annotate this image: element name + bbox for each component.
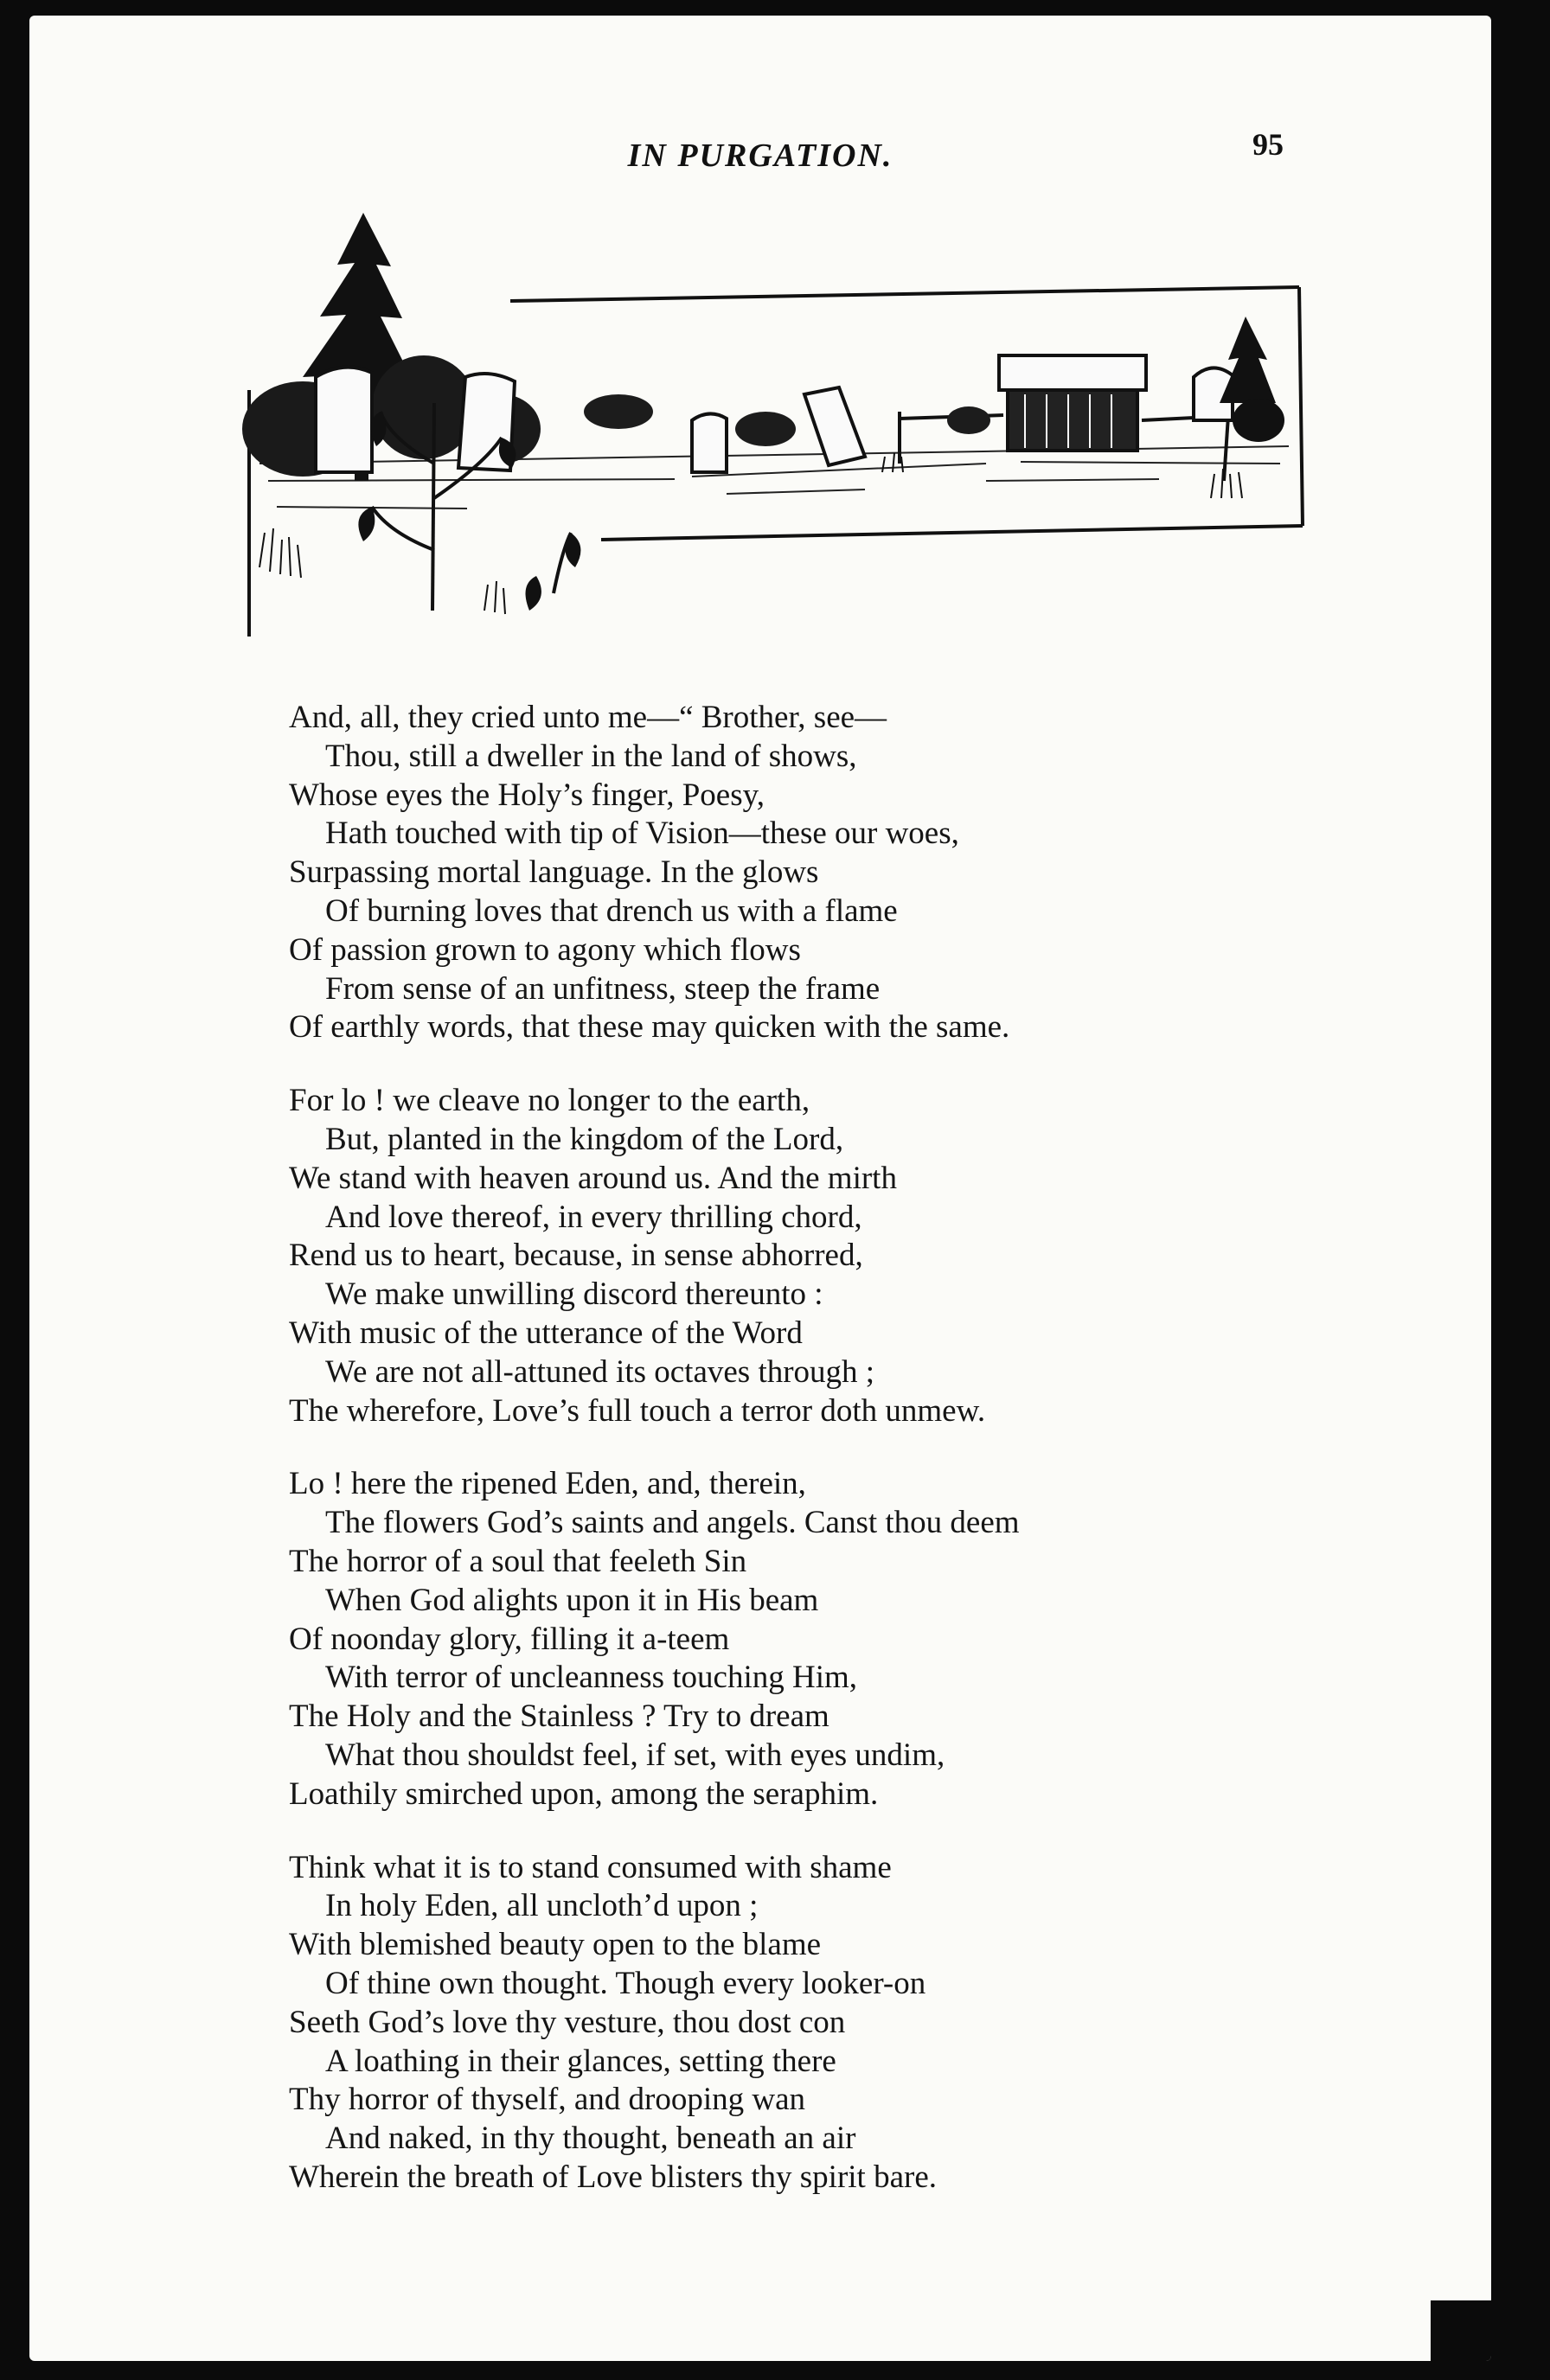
poem-line: We make unwilling discord thereunto : <box>325 1276 823 1313</box>
poem-line: But, planted in the kingdom of the Lord, <box>325 1121 844 1157</box>
poem-line: Thou, still a dweller in the land of shows, <box>325 738 857 774</box>
poem-line: When God alights upon it in His beam <box>325 1582 819 1618</box>
poem-line: Loathily smirched upon, among the seraphim. <box>289 1775 879 1812</box>
poem-line: Wherein the breath of Love blisters thy spirit bare. <box>289 2159 937 2195</box>
poem-line: Think what it is to stand consumed with shame <box>289 1849 892 1885</box>
poem-body <box>289 699 1327 2232</box>
poem-line: The wherefore, Love’s full touch a terror doth unmew. <box>289 1392 986 1429</box>
poem-line: Hath touched with tip of Vision—these our woes, <box>325 816 959 852</box>
poem-line: For lo ! we cleave no longer to the earth, <box>289 1083 810 1119</box>
poem-line: Rend us to heart, because, in sense abhorred, <box>289 1238 863 1274</box>
graveyard-vignette-icon <box>208 204 1332 654</box>
poem-line: Of noonday glory, filling it a-teem <box>289 1621 730 1657</box>
poem-line: The Holy and the Stainless ? Try to dream <box>289 1699 829 1735</box>
book-page <box>29 16 1491 2361</box>
page-corner-shadow <box>1431 2300 1491 2361</box>
poem-line: The horror of a soul that feeleth Sin <box>289 1543 747 1579</box>
stanza <box>289 699 1327 1047</box>
poem-line: We stand with heaven around us. And the mirth <box>289 1160 897 1196</box>
stanza <box>289 1465 1327 1814</box>
running-title: IN PURGATION. <box>627 138 893 174</box>
poem-line: And love thereof, in every thrilling chord, <box>325 1199 862 1235</box>
poem-line: We are not all-attuned its octaves through ; <box>325 1353 875 1390</box>
stanza <box>289 1849 1327 2198</box>
page-number: 95 <box>1252 127 1284 162</box>
poem-line: And, all, they cried unto me—“ Brother, see— <box>289 700 887 735</box>
poem-line: Of earthly words, that these may quicken with the same. <box>289 1009 1010 1046</box>
poem-line: The flowers God’s saints and angels. Canst thou deem <box>325 1505 1020 1541</box>
poem-line: Seeth God’s love thy vesture, thou dost con <box>289 2004 846 2040</box>
poem-line: In holy Eden, all uncloth’d upon ; <box>325 1888 759 1924</box>
poem-line: Of passion grown to agony which flows <box>289 931 801 968</box>
poem-line: What thou shouldst feel, if set, with eyes undim, <box>325 1737 945 1773</box>
poem-line: Lo ! here the ripened Eden, and, therein, <box>289 1466 806 1502</box>
poem-line: From sense of an unfitness, steep the frame <box>325 970 881 1007</box>
poem-line: With blemished beauty open to the blame <box>289 1927 822 1963</box>
poem-line: Of burning loves that drench us with a flame <box>325 892 898 929</box>
poem-line: A loathing in their glances, setting there <box>325 2043 836 2079</box>
poem-line: Of thine own thought. Though every looker-on <box>325 1965 926 2001</box>
stanza <box>289 1082 1327 1430</box>
poem-line: Surpassing mortal language. In the glows <box>289 854 819 891</box>
poem-line: With music of the utterance of the Word <box>289 1315 803 1351</box>
poem-line: And naked, in thy thought, beneath an air <box>325 2121 856 2157</box>
poem-line: Thy horror of thyself, and drooping wan <box>289 2082 806 2118</box>
poem-line: Whose eyes the Holy’s finger, Poesy, <box>289 777 765 813</box>
poem-line: With terror of uncleanness touching Him, <box>325 1660 858 1696</box>
